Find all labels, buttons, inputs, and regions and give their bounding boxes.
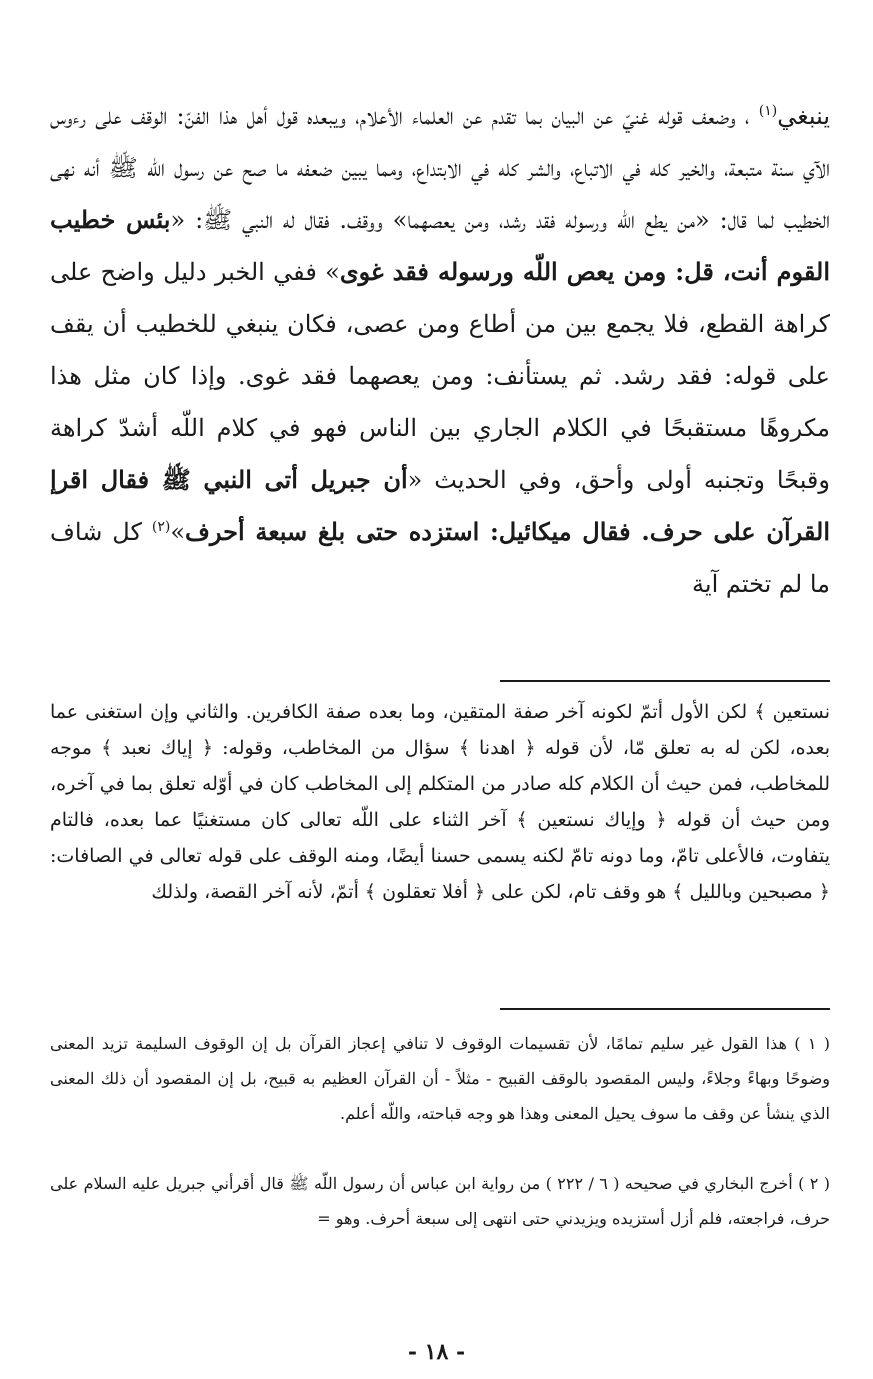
book-page [50, 90, 830, 1340]
page-number: - ١٨ - [407, 1339, 466, 1365]
footnote-number: ( ٢ ) [798, 1174, 830, 1193]
main-text-run: ، وضعف قوله غنيّ عن البيان بما تقدم عن العلماء الأعلام، ويبعده قول أهل هذا الفنّ: الوقف على رءوس الآي سنة متبعة، والخير كله في الاتباع، والشر كله في الابتداع، ومما يبين ضعفه ما صح عن رسول اللّه ﷺ أنه نهى الخطيب لما قال: «من يطع اللّه ورسوله فقد رشد، ومن يعصهما» ووقف. فقال له النبي ﷺ: « [50, 102, 830, 234]
footnote-text: هذا القول غير سليم تمامًا، لأن تقسيمات الوقوف لا تنافي إعجاز القرآن بل إن الوقوف السليمة تزيد المعنى وضوحًا وبهاءً وجلاءً، وليس المقصود بالوقف القبيح - مثلاً - أن القرآن العظيم به قبيح، بل إن المقصود أن ذلك المعنى الذي ينشأ عن وقف ما سوف يحيل المعنى وهذا هو وجه قباحته، واللّه أعلم. [50, 1034, 830, 1123]
footnote-ref-2: (٢) [151, 519, 171, 535]
main-text-run: » ففي الخبر دليل واضح على كراهة القطع، فلا يجمع بين من أطاع ومن عصى، فكان ينبغي للخطيب أن يقف على قوله: فقد رشد. ثم يستأنف: ومن يعصهما فقد غوى. وإذا كان مثل هذا مكروهًا مستقبحًا في الكلام الجاري بين الناس فهو في كلام اللّه أشدّ كراهة وقبحًا وتجنبه أولى وأحق، وفي الحديث « [50, 258, 830, 494]
footnotes-section [50, 1026, 830, 1236]
footnote-2 [50, 1166, 830, 1236]
hadith-quote-bold: بئس خطيب القوم أنت، قل: ومن يعص اللّه ورسوله فقد غوى [50, 205, 830, 286]
footnote-number: ( ١ ) [794, 1034, 830, 1053]
main-text-body [50, 90, 830, 650]
footnotes-divider [500, 1008, 830, 1010]
commentary-divider [500, 680, 830, 682]
footnote-text: أخرج البخاري في صحيحه ( ٦ / ٢٢٢ ) من رواية ابن عباس أن رسول اللّه ﷺ قال أقرأني جبريل عليه السلام على حرف، فراجعته، فلم أزل أستزيده ويزيدني حتى انتهى إلى سبعة أحرف. وهو = [50, 1174, 830, 1228]
hadith-quote-bold: أن جبريل أتى النبي ﷺ فقال اقرإ القرآن على حرف. فقال ميكائيل: استزده حتى بلغ سبعة أحرف [50, 465, 830, 546]
main-text-run: كل شاف ما لم تختم آية [50, 518, 830, 598]
footnote-1 [50, 1026, 830, 1166]
commentary-text: نستعين ﴾ لكن الأول أتمّ لكونه آخر صفة المتقين، وما بعده صفة الكافرين. والثاني وإن استغنى عما بعده، لكن له به تعلق مّا، لأن قوله ﴿ اهدنا ﴾ سؤال من المخاطب، وقوله: ﴿ إياك نعبد ﴾ موجه للمخاطب، فمن حيث أن الكلام كله صادر من المتكلم إلى المخاطب كان في أوّله تعلق بما في آخره، ومن حيث أن قوله ﴿ وإياك نستعين ﴾ آخر الثناء على اللّه تعالى كان مستغنيًا عما بعده، فالتام يتفاوت، فالأعلى تامّ، وما دونه تامّ لكنه يسمى حسنا أيضًا، ومنه الوقف على قوله تعالى في الصافات: ﴿ مصبحين وبالليل ﴾ هو وقف تام، لكن على ﴿ أفلا تعقلون ﴾ أتمّ، لأنه آخر القصة، ولذلك [50, 701, 830, 903]
footnote-ref-1: (١) [758, 103, 778, 119]
main-text-run: » [170, 518, 186, 546]
main-text-run: ينبغي [777, 102, 830, 130]
